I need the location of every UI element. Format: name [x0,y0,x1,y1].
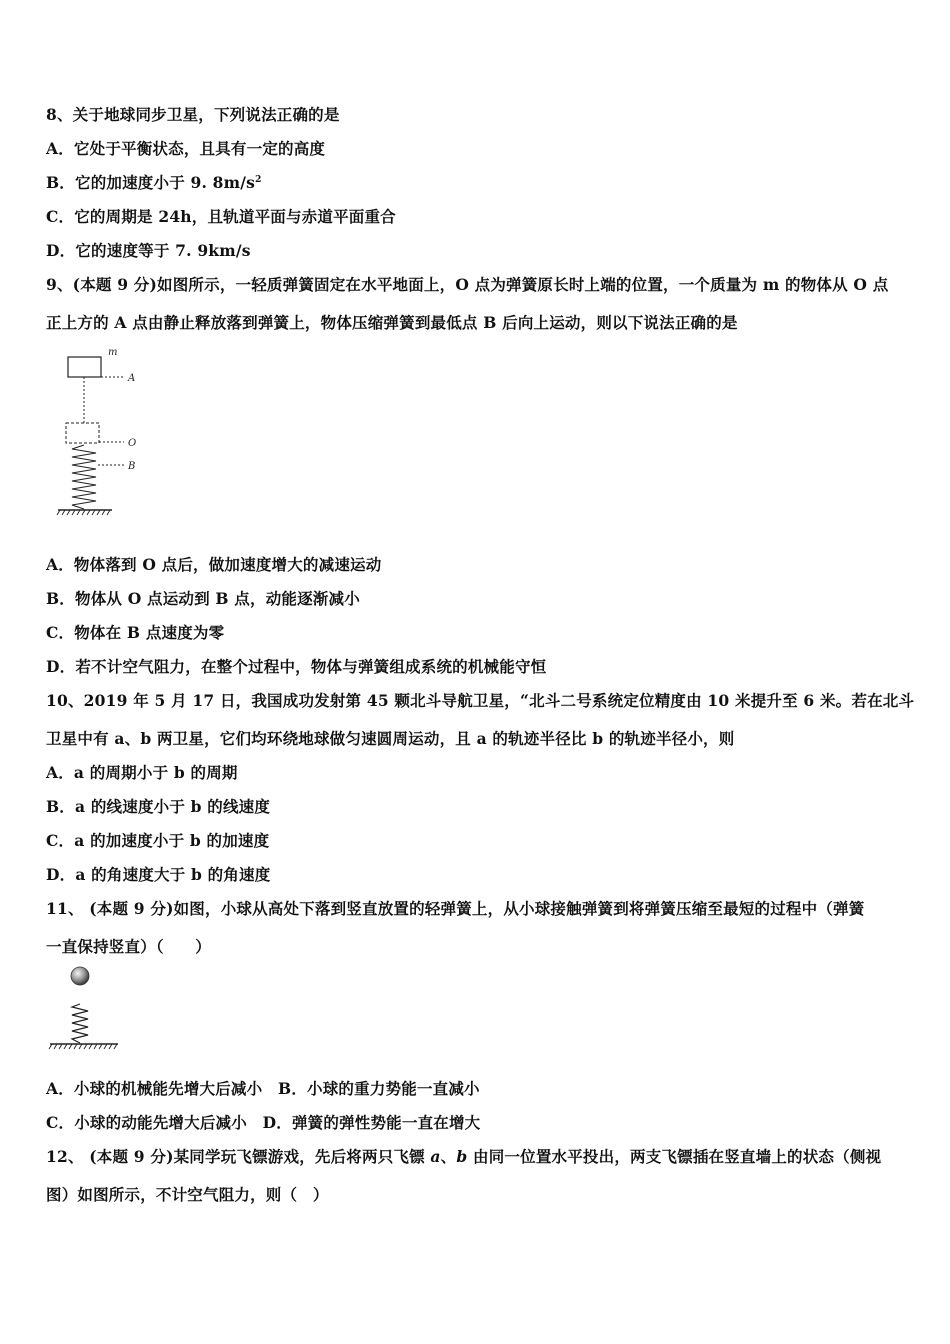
q12-sep: 、 [440,1147,457,1166]
q11-options-cd: C．小球的动能先增大后减小 D．弹簧的弹性势能一直在增大 [46,1113,481,1132]
q11-stem-line2: 一直保持竖直）（ ） [46,937,211,956]
q9-stem-line1: 9、(本题 9 分)如图所示，一轻质弹簧固定在水平地面上，O 点为弹簧原长时上端的位置，一个质量为 m 的物体从 O 点 [46,275,889,294]
q8-option-b [46,171,262,193]
q10-stem-line1: 10、2019 年 5 月 17 日，我国成功发射第 45 颗北斗导航卫星，“北斗二号系统定位精度由 10 米提升至 6 米。若在北斗 [46,691,915,710]
q10-option-b: B．a 的线速度小于 b 的线速度 [46,797,271,816]
label-o: O [128,438,137,449]
q11-stem-line1: 11、 (本题 9 分)如图，小球从高处下落到竖直放置的轻弹簧上，从小球接触弹簧到将弹簧压缩至最短的过程中（弹簧 [46,899,865,918]
label-a: A [128,373,136,384]
q10-option-a: A．a 的周期小于 b 的周期 [46,763,238,782]
ball-spring-diagram [46,964,126,1054]
ground-hatching [57,510,112,515]
spring-block-diagram [56,343,166,523]
q8-option-b-superscript: 2 [255,175,262,185]
q9-option-a: A．物体落到 O 点后，做加速度增大的减速运动 [46,555,382,574]
ground-hatching [49,1044,118,1049]
q12-stem-line1 [46,1145,881,1167]
q9-option-d: D．若不计空气阻力，在整个过程中，物体与弹簧组成系统的机械能守恒 [46,657,547,676]
mass-label: m [108,347,118,358]
q8-option-b-text: B．它的加速度小于 9. 8m/s [46,173,256,192]
q9-option-c: C．物体在 B 点速度为零 [46,623,225,642]
q9-option-b: B．物体从 O 点运动到 B 点，动能逐渐减小 [46,589,360,608]
q8-option-a: A．它处于平衡状态，且具有一定的高度 [46,139,326,158]
q11-options-ab: A．小球的机械能先增大后减小 B．小球的重力势能一直减小 [46,1079,480,1098]
q10-option-d: D．a 的角速度大于 b 的角速度 [46,865,271,884]
q8-option-c: C．它的周期是 24h，且轨道平面与赤道平面重合 [46,207,396,226]
q8-stem: 8、关于地球同步卫星，下列说法正确的是 [46,105,340,124]
ball [71,967,89,985]
q9-stem-line2: 正上方的 A 点由静止释放落到弹簧上，物体压缩弹簧到最低点 B 后向上运动，则以下说法正确的是 [46,313,738,332]
q8-option-d: D．它的速度等于 7. 9km/s [46,241,251,260]
q12-stem-post: 由同一位置水平投出，两支飞镖插在竖直墙上的状态（侧视 [467,1147,882,1166]
block-at-o [66,423,99,443]
block-at-a [68,357,101,377]
q12-stem-line2: 图）如图所示，不计空气阻力，则（ ） [46,1185,329,1204]
q12-var-a: a [430,1147,441,1166]
q12-var-b: b [456,1147,468,1166]
q10-option-c: C．a 的加速度小于 b 的加速度 [46,831,270,850]
label-b: B [128,461,136,472]
spring [72,1004,88,1043]
q12-stem-pre: 12、 (本题 9 分)某同学玩飞镖游戏，先后将两只飞镖 [46,1147,431,1166]
q10-stem-line2: 卫星中有 a、b 两卫星，它们均环绕地球做匀速圆周运动，且 a 的轨迹半径比 b 的轨迹半径小，则 [46,729,735,748]
spring [72,445,96,509]
